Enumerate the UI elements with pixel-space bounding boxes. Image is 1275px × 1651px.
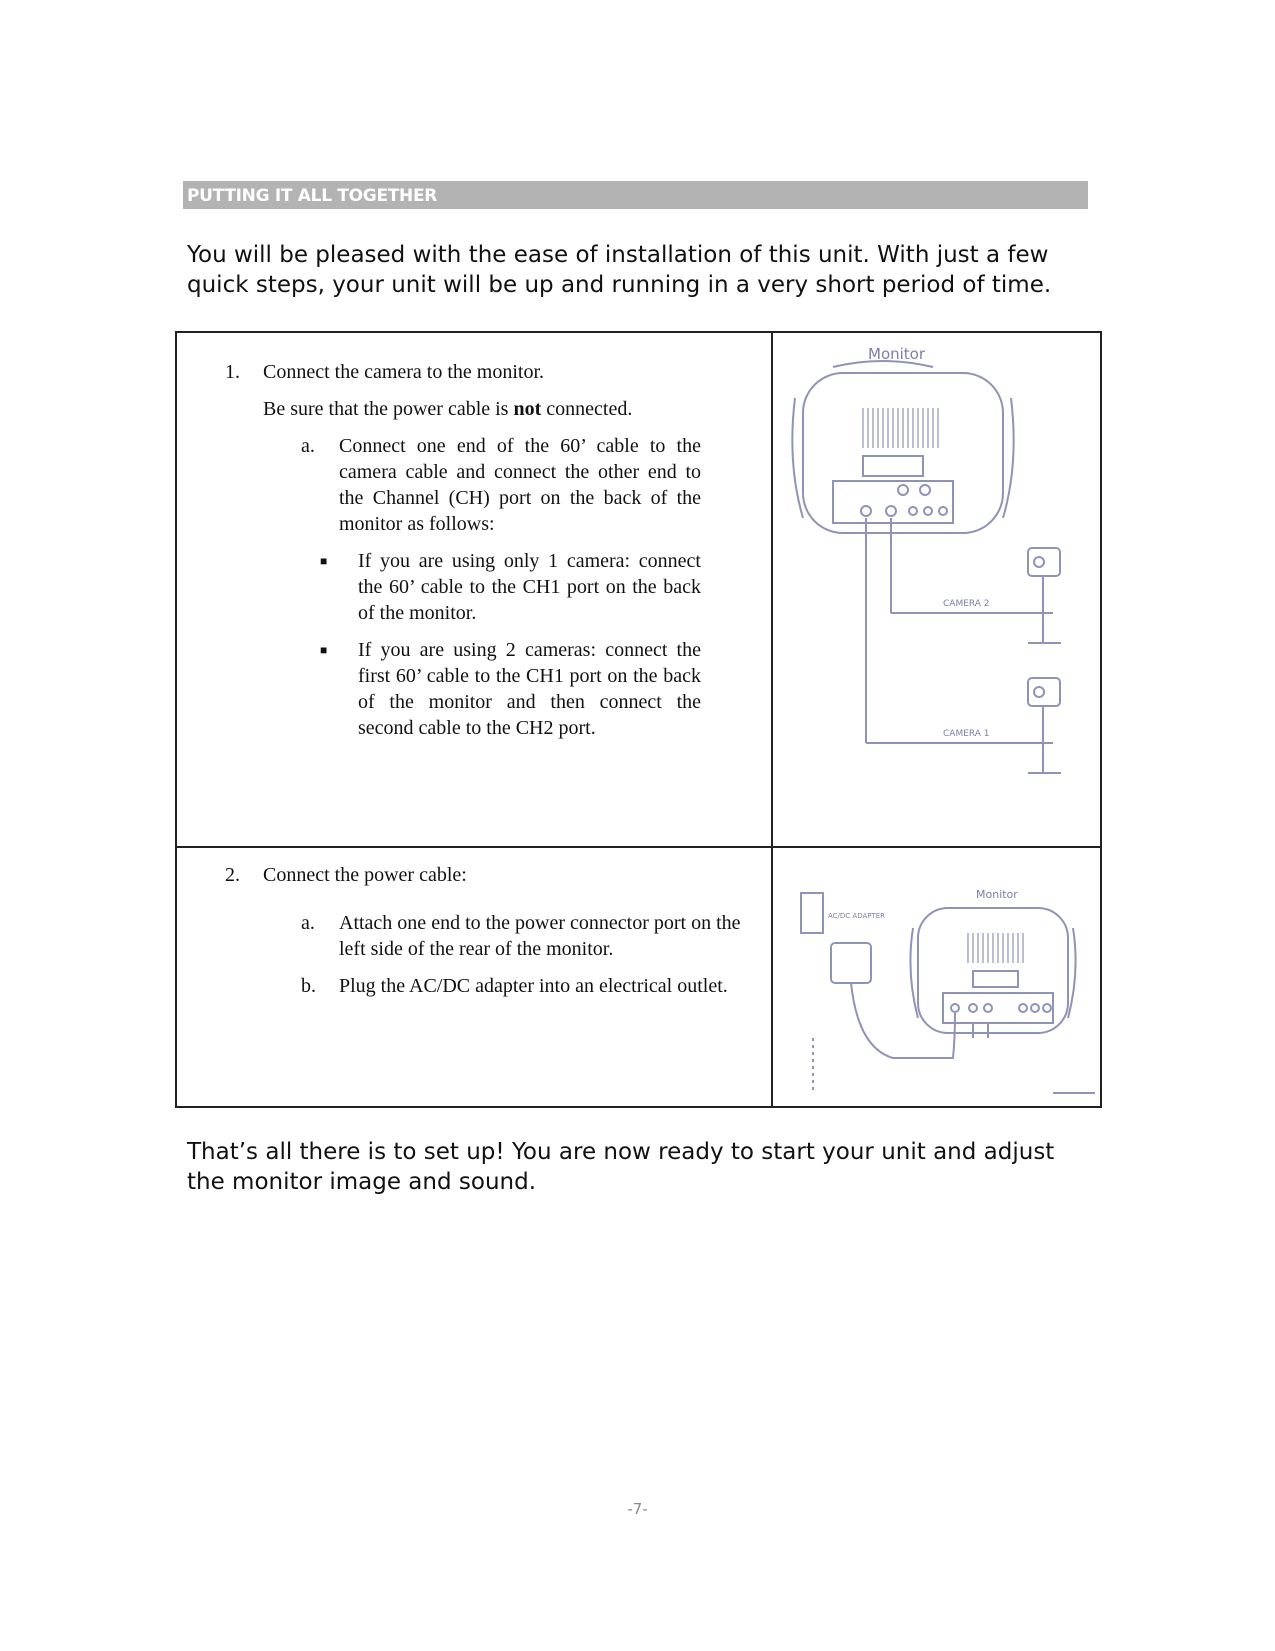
power-warning-note: Be sure that the power cable is not connected. [263,398,633,420]
sub-step-text: Connect one end of the 60’ cable to the camera cable and connect the other end to the Channel (CH) port on the back of the monitor as follows: [339,435,701,535]
bullet-square-icon: ■ [320,554,328,568]
step-1-text-cell [176,332,772,847]
section-heading: PUTTING IT ALL TOGETHER [183,181,1088,209]
step-text: Connect the power cable: [263,864,467,886]
adapter-label: AC/DC ADAPTER [828,912,886,920]
camera-1-label: CAMERA 1 [943,729,990,739]
bullet-two-cameras [320,637,701,741]
page-number: -7- [627,1500,648,1518]
step-number: 2. [225,864,240,886]
power-adapter-diagram [773,848,1100,1102]
ac-dc-adapter-icon [831,943,871,983]
sub-step-text: Attach one end to the power connector port on the left side of the rear of the monitor. [339,912,741,960]
steps-table [175,331,1102,1108]
wall-outlet-icon [801,893,823,933]
step-row-1 [176,332,1101,847]
step-number: 1. [225,361,240,383]
monitor-label-plate [863,456,923,476]
monitor-grille [863,408,938,448]
power-cable [851,983,955,1058]
closing-paragraph: That’s all there is to set up! You are now ready to start your unit and adjust the monitor image and sound. [187,1139,1055,1195]
sub-step-label: a. [301,435,315,457]
intro-paragraph: You will be pleased with the ease of installation of this unit. With just a few quick steps, your unit will be up and running in a very short period of time. [187,242,1052,298]
sub-step-label: b. [301,975,316,997]
sub-step-b [301,973,741,999]
ch1-port-icon [861,506,871,516]
step-row-2 [176,847,1101,1107]
ch2-port-icon [886,506,896,516]
bullet-text: If you are using 2 cameras: connect the first 60’ cable to the CH1 port on the back of the monitor and then connect the second cable to the CH2 port. [358,639,701,739]
bullet-square-icon: ■ [320,643,328,657]
step-2-figure-cell [772,847,1101,1107]
monitor-rear-panel [833,481,953,523]
sub-step-a [301,433,701,537]
camera-2-icon [1028,548,1061,643]
sub-step-text: Plug the AC/DC adapter into an electrical outlet. [339,975,728,997]
step-1-figure-cell [772,332,1101,847]
monitor-grille [968,933,1023,963]
power-port-icon [951,1004,959,1012]
not-emphasis: not [513,398,542,420]
monitor-label: Monitor [868,345,926,363]
camera-2-label: CAMERA 2 [943,599,990,609]
step-2-text-cell [176,847,772,1107]
monitor-label: Monitor [976,888,1018,901]
monitor-cameras-diagram [773,333,1100,842]
step-text: Connect the camera to the monitor. [263,361,545,383]
bullet-text: If you are using only 1 camera: connect the 60’ cable to the CH1 port on the back of the monitor. [358,550,701,624]
sub-step-a [301,910,741,962]
sub-step-label: a. [301,912,315,934]
step-1 [177,359,771,385]
step-2 [177,862,771,888]
camera-1-icon [1028,678,1061,773]
bullet-one-camera [320,548,701,626]
